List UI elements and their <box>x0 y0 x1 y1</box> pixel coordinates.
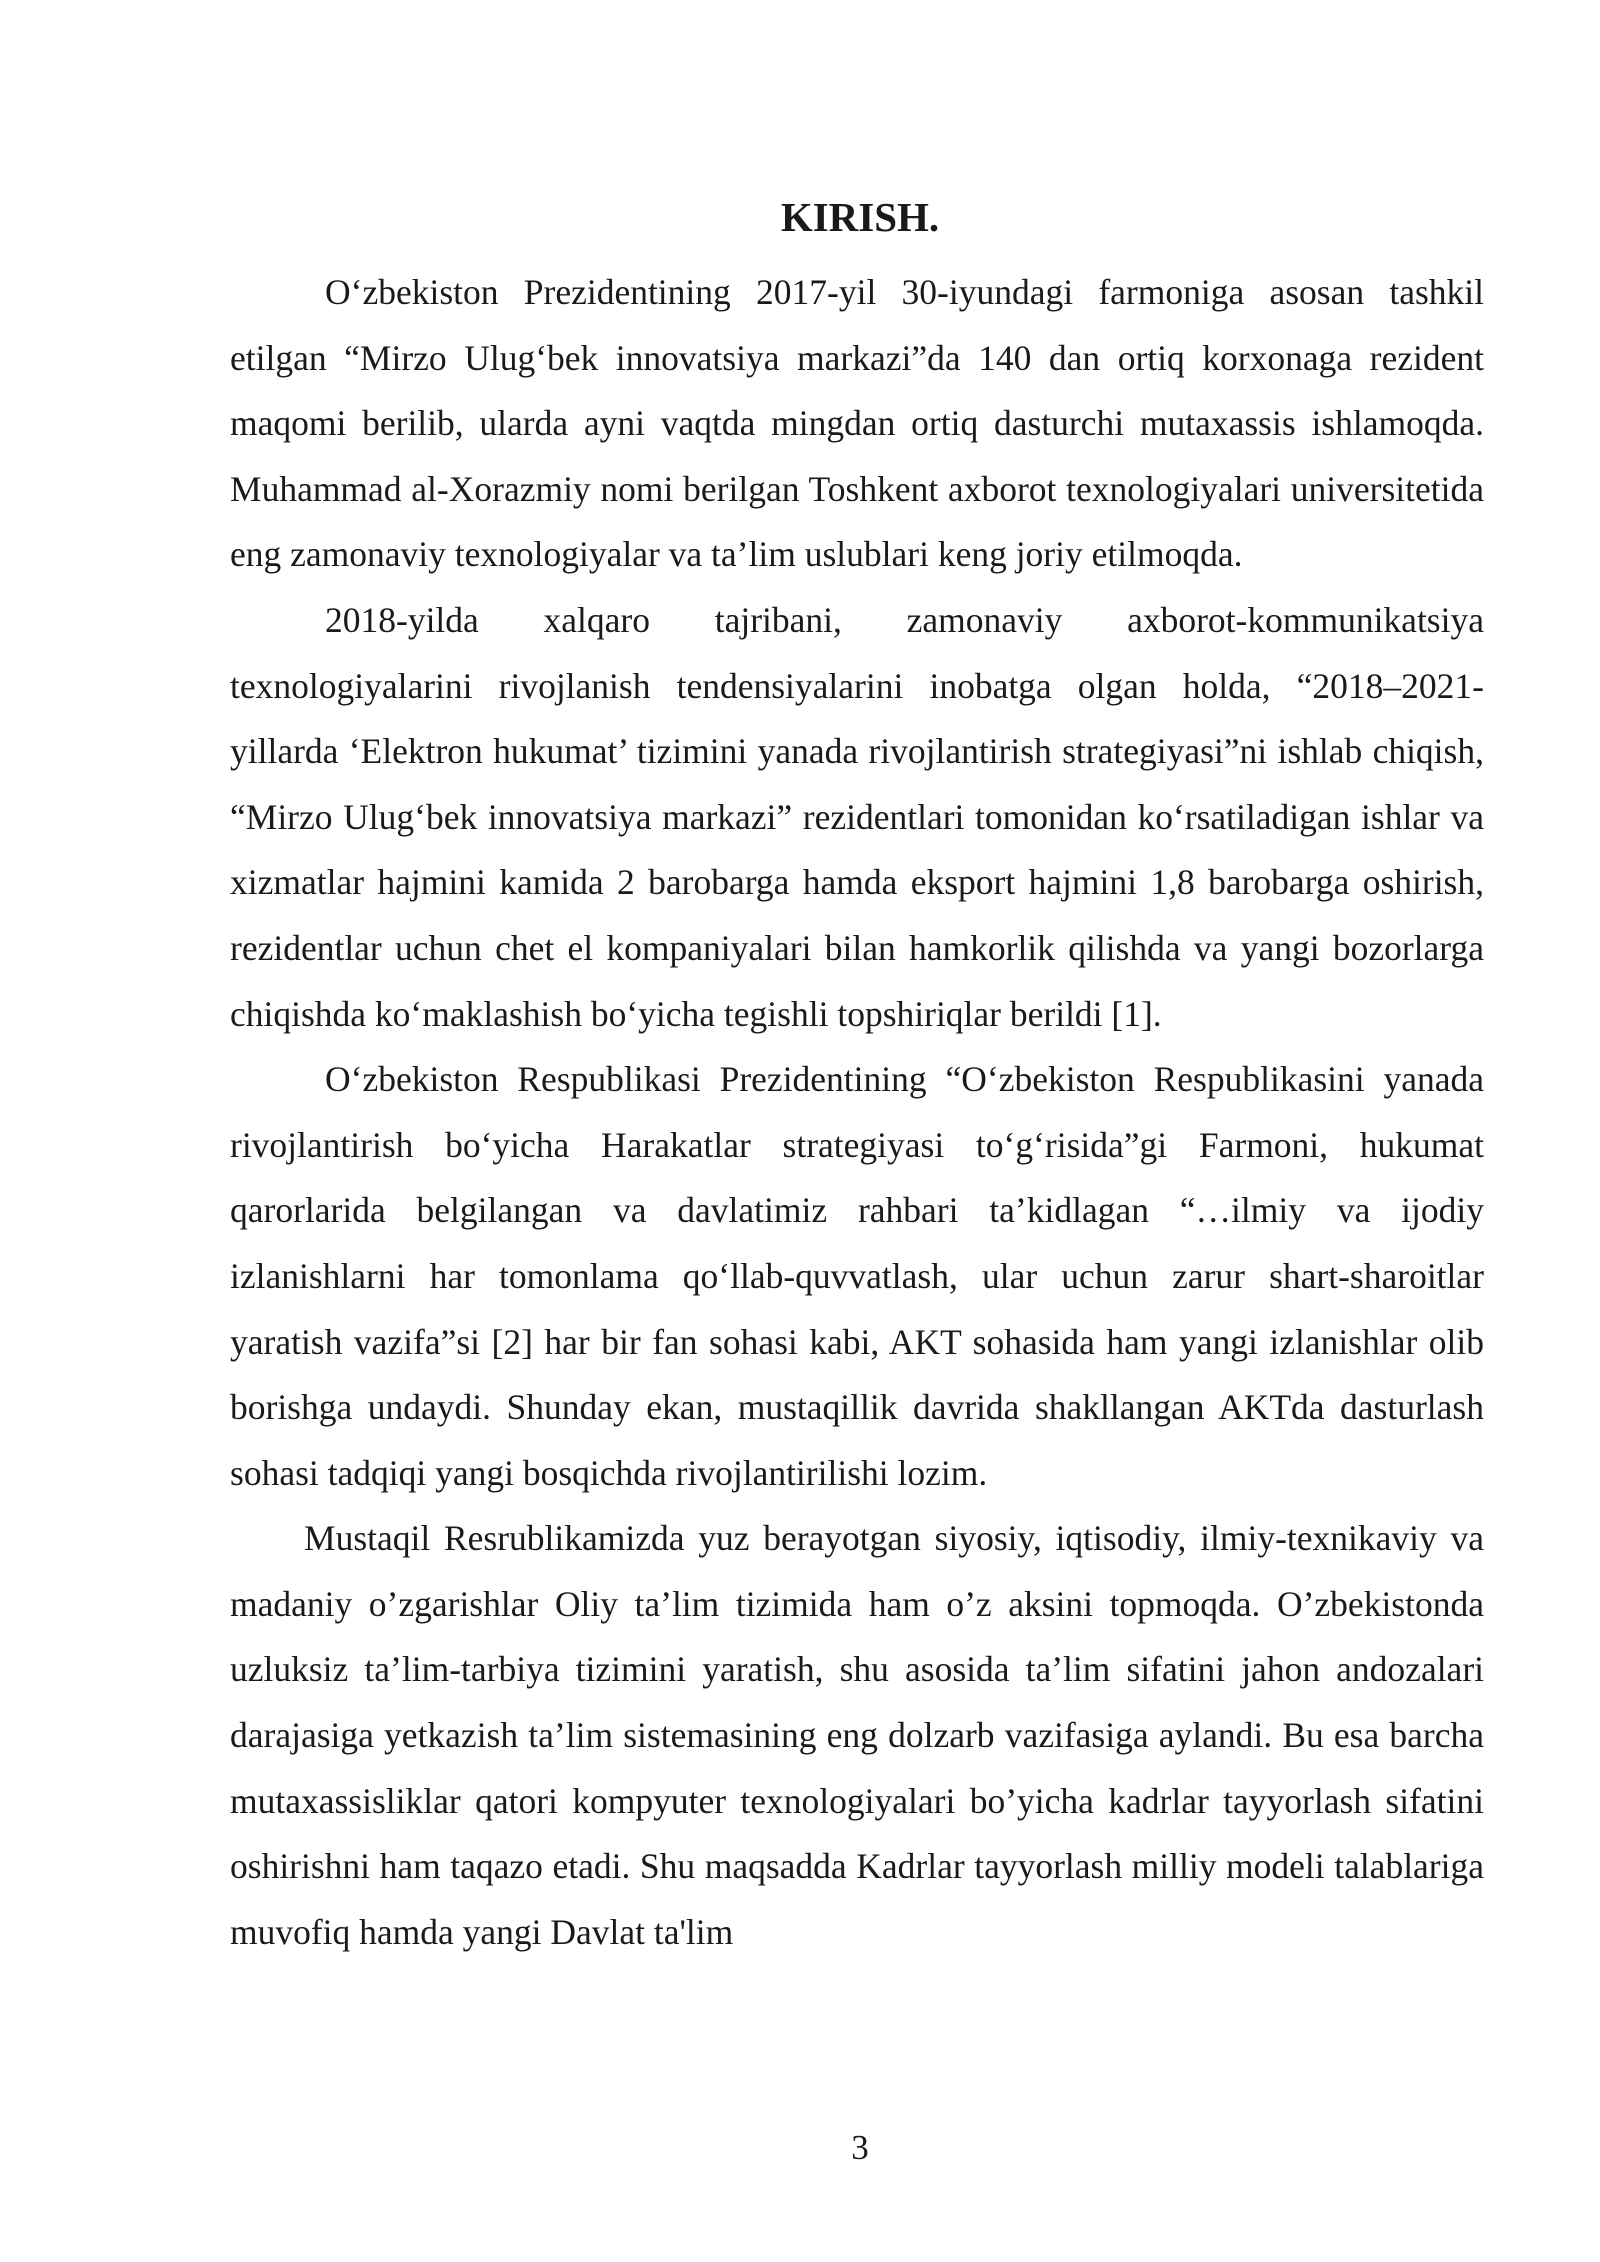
body-text <box>230 260 1484 1965</box>
paragraph-3: O‘zbekiston Respublikasi Prezidentining “O‘zbekiston Respublikasini yanada rivojlantirish bo‘yicha Harakatlar strategiyasi to‘g‘risida”gi Farmoni, hukumat qarorlarida belgilangan va davlatimiz rahbari ta’kidlagan “…ilmiy va ijodiy izlanishlarni har tomonlama qo‘llab-quvvatlash, ular uchun zarur shart-sharoitlar yaratish vazifa”si [2] har bir fan sohasi kabi, AKT sohasida ham yangi izlanishlar olib borishga undaydi. Shunday ekan, mustaqillik davrida shakllangan AKTda dasturlash sohasi tadqiqi yangi bosqichda rivojlantirilishi lozim. <box>230 1059 1484 1493</box>
paragraph-4: Mustaqil Resrublikamizda yuz berayotgan siyosiy, iqtisodiy, ilmiy-texnikaviy va madaniy o’zgarishlar Oliy ta’lim tizimida ham o’z aksini topmoqda. O’zbekistonda uzluksiz ta’lim-tarbiya tizimini yaratish, shu asosida ta’lim sifatini jahon andozalari darajasiga yetkazish ta’lim sistemasining eng dolzarb vazifasiga aylandi. Bu esa barcha mutaxassisliklar qatori kompyuter texnologiyalari bo’yicha kadrlar tayyorlash sifatini oshirishni ham taqazo etadi. Shu maqsadda Kadrlar tayyorlash milliy modeli talablariga muvofiq hamda yangi Davlat ta'lim <box>230 1518 1484 1952</box>
section-title: KIRISH. <box>780 194 940 240</box>
page-number: 3 <box>851 2128 869 2167</box>
paragraph-1: O‘zbekiston Prezidentining 2017-yil 30-iyundagi farmoniga asosan tashkil etilgan “Mirzo Ulug‘bek innovatsiya markazi”da 140 dan ortiq korxonaga rezident maqomi berilib, ularda ayni vaqtda mingdan ortiq dasturchi mutaxassis ishlamoqda. Muhammad al-Xorazmiy nomi berilgan Toshkent axborot texnologiyalari universitetida eng zamonaviy texnologiyalar va ta’lim uslublari keng joriy etilmoqda. <box>230 272 1484 575</box>
paragraph-2: 2018-yilda xalqaro tajribani, zamonaviy axborot-kommunikatsiya texnologiyalarini rivojlanish tendensiyalarini inobatga olgan holda, “2018–2021-yillarda ‘Elektron hukumat’ tizimini yanada rivojlantirish strategiyasi”ni ishlab chiqish, “Mirzo Ulug‘bek innovatsiya markazi” rezidentlari tomonidan ko‘rsatiladigan ishlar va xizmatlar hajmini kamida 2 barobarga hamda eksport hajmini 1,8 barobarga oshirish, rezidentlar uchun chet el kompaniyalari bilan hamkorlik qilishda va yangi bozorlarga chiqishda ko‘maklashish bo‘yicha tegishli topshiriqlar berildi [1]. <box>230 599 1484 1034</box>
